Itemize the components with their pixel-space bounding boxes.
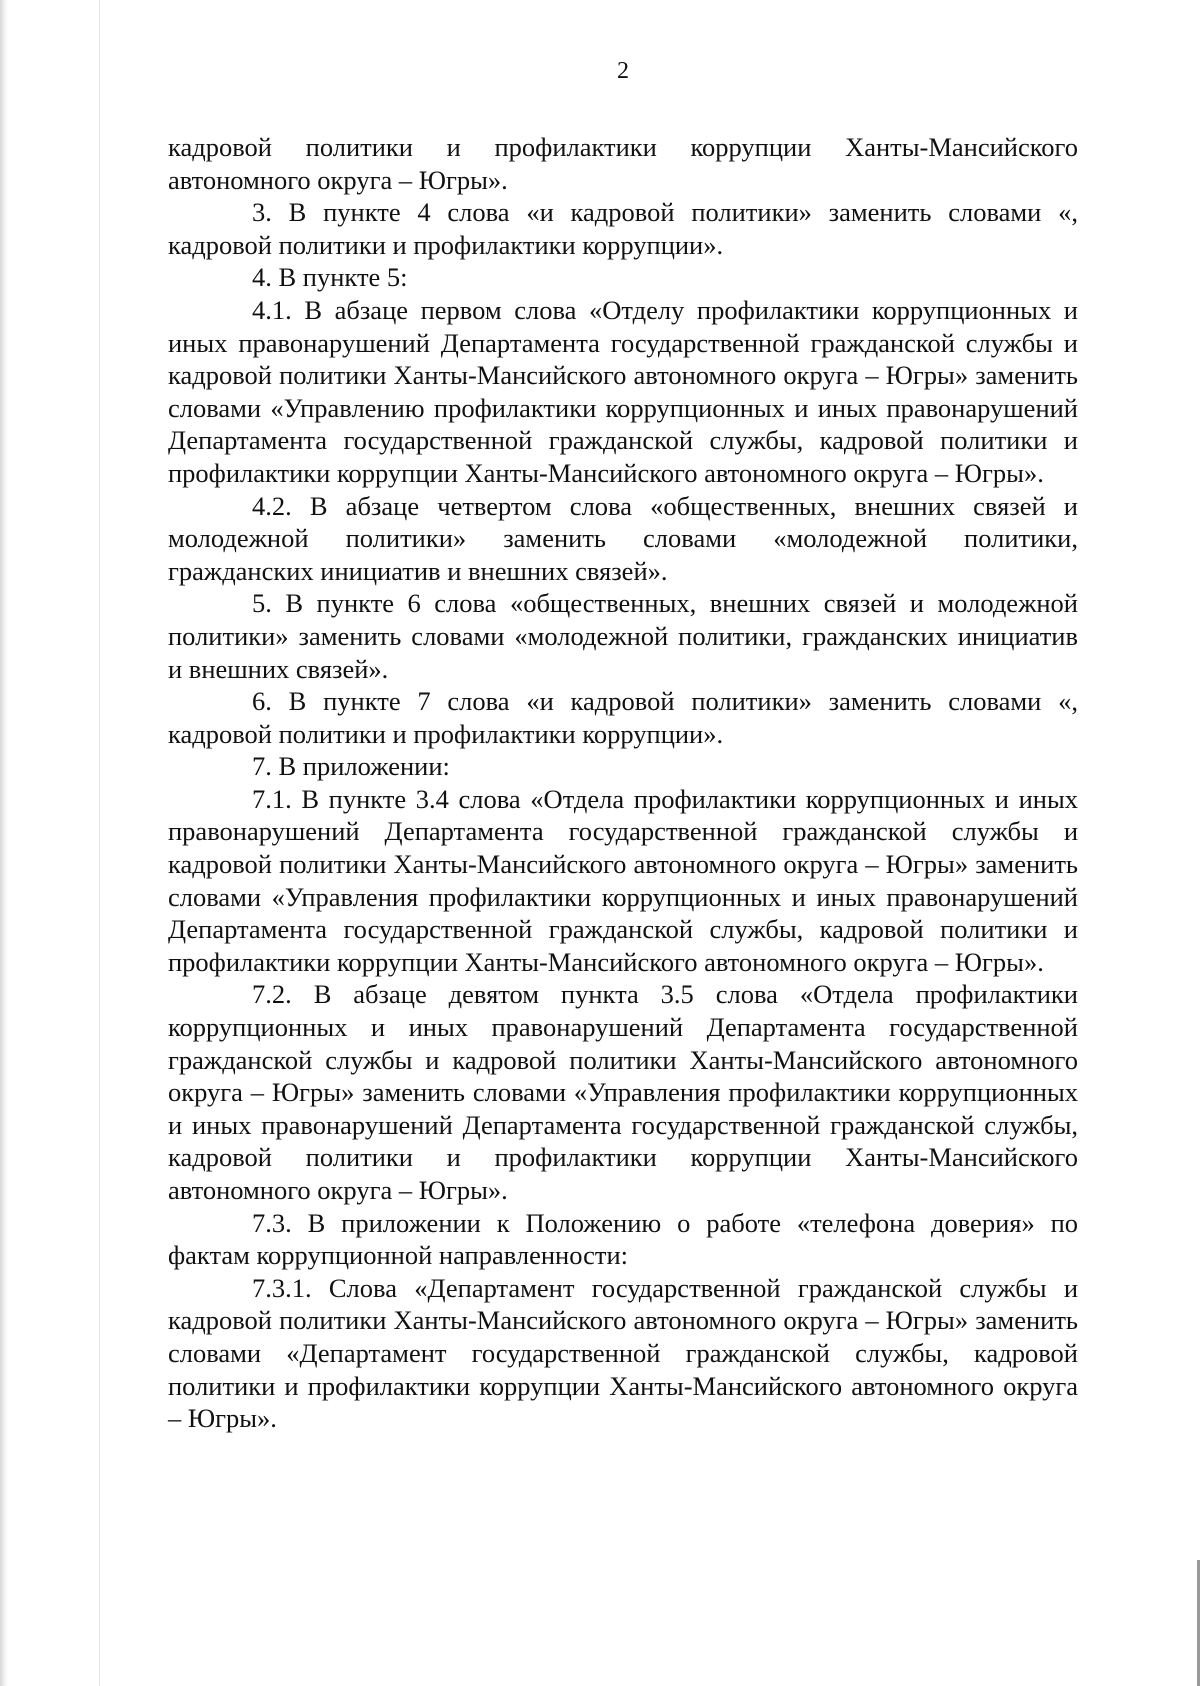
paragraph-item-7-3-1: 7.3.1. Слова «Департамент государственной гражданской службы и кадровой политики Ханты-Мансийского автономного округа – Югры» заменить словами «Департамент государственной гражданской службы, кадровой политики и профилактики коррупции Ханты-Мансийского автономного округа – Югры». <box>168 1272 1078 1434</box>
paragraph-item-5: 5. В пункте 6 слова «общественных, внешних связей и молодежной политики» заменить словами «молодежной политики, гражданских инициатив и внешних связей». <box>168 588 1078 684</box>
paragraph-item-7-1: 7.1. В пункте 3.4 слова «Отдела профилактики коррупционных и иных правонарушений Департамента государственной гражданской службы и кадровой политики Ханты-Мансийского автономного округа – Югры» заменить словами «Управления профилактики коррупционных и иных правонарушений Департамента государственной гражданской службы, кадровой политики и профилактики коррупции Ханты-Мансийского автономного округа – Югры». <box>168 783 1078 977</box>
paragraph-item-4-2: 4.2. В абзаце четвертом слова «общественных, внешних связей и молодежной политики» заменить словами «молодежной политики, гражданских инициатив и внешних связей». <box>168 490 1078 586</box>
paragraph-item-3: 3. В пункте 4 слова «и кадровой политики» заменить словами «, кадровой политики и профилактики коррупции». <box>168 197 1078 260</box>
paragraph-item-4-1: 4.1. В абзаце первом слова «Отделу профилактики коррупционных и иных правонарушений Департамента государственной гражданской службы и кадровой политики Ханты-Мансийского автономного округа – Югры» заменить словами «Управлению профилактики коррупционных и иных правонарушений Департамента государственной гражданской службы, кадровой политики и профилактики коррупции Ханты-Мансийского автономного округа – Югры». <box>168 294 1078 488</box>
paragraph-item-6: 6. В пункте 7 слова «и кадровой политики» заменить словами «, кадровой политики и профилактики коррупции». <box>168 686 1078 749</box>
page-number: 2 <box>617 58 629 84</box>
document-body <box>168 131 1078 1435</box>
scan-edge-left <box>0 0 8 1686</box>
paragraph-item-7-2: 7.2. В абзаце девятом пункта 3.5 слова «Отдела профилактики коррупционных и иных правонарушений Департамента государственной гражданской службы и кадровой политики Ханты-Мансийского автономного округа – Югры» заменить словами «Управления профилактики коррупционных и иных правонарушений Департамента государственной гражданской службы, кадровой политики и профилактики коррупции Ханты-Мансийского автономного округа – Югры». <box>168 979 1078 1205</box>
paragraph-item-7: 7. В приложении: <box>252 751 450 782</box>
paragraph-continuation: кадровой политики и профилактики коррупции Ханты-Мансийского автономного округа – Югры». <box>168 132 1078 195</box>
paragraph-item-7-3: 7.3. В приложении к Положению о работе «телефона доверия» по фактам коррупционной направленности: <box>168 1207 1078 1271</box>
scan-margin-line <box>99 0 100 1686</box>
paragraph-item-4: 4. В пункте 5: <box>252 262 408 293</box>
